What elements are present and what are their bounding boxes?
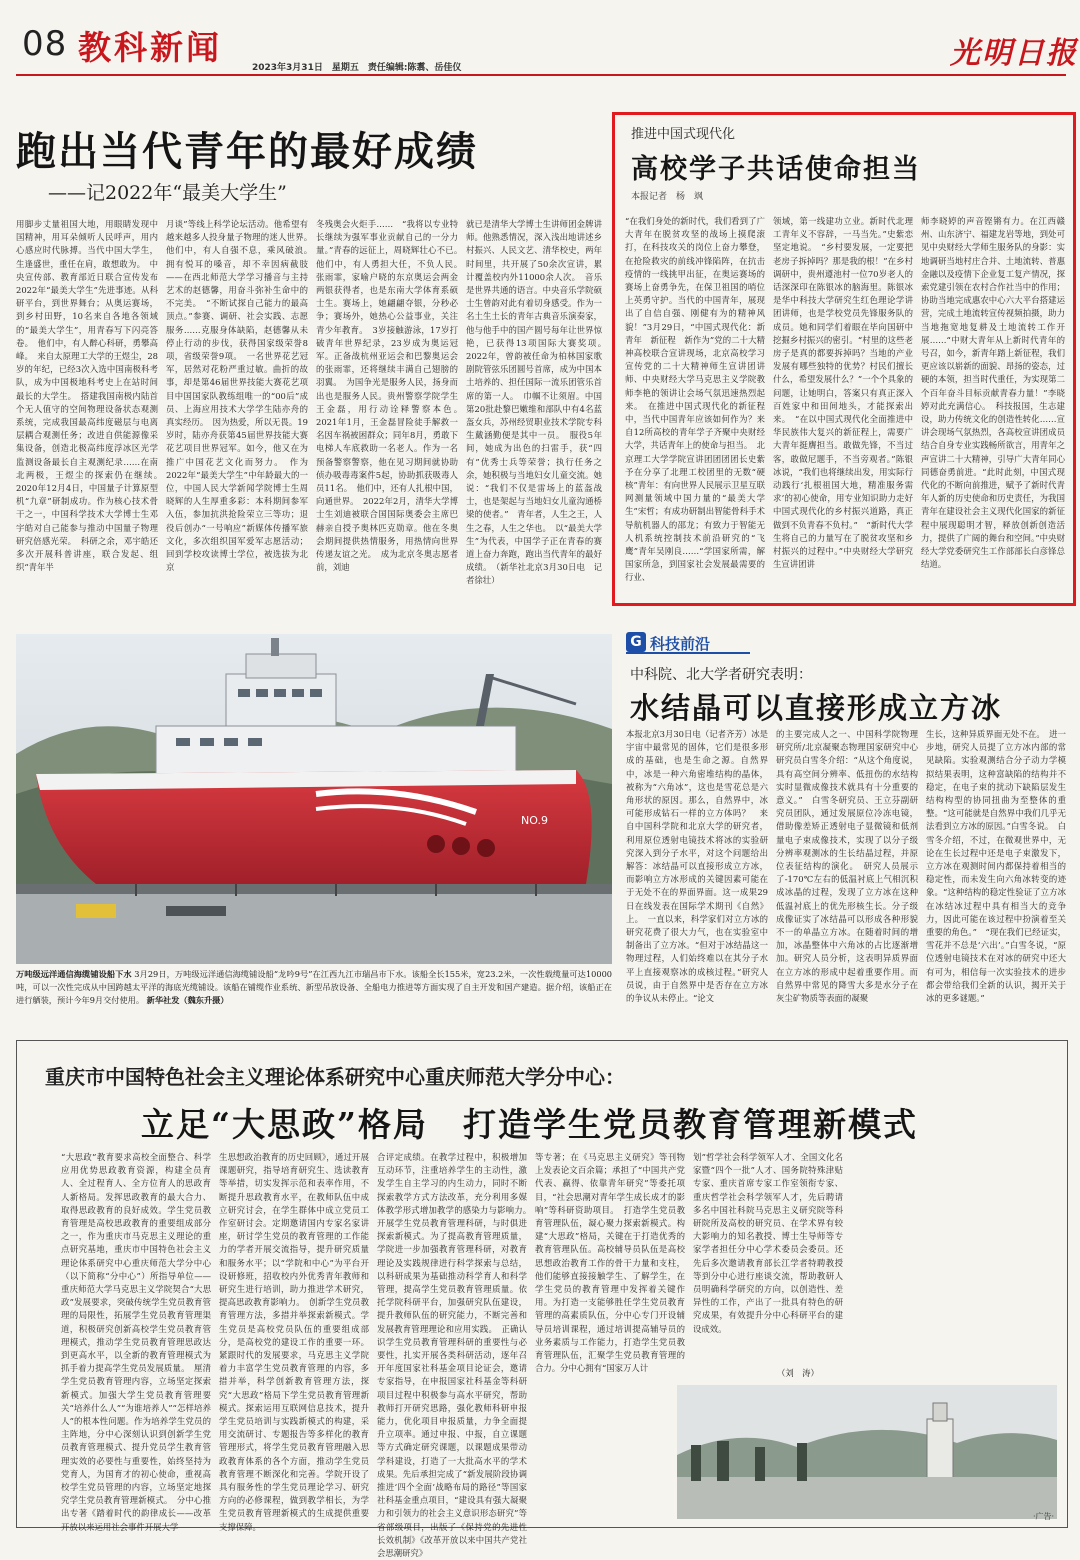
page-number: 08 — [22, 24, 68, 64]
featured-title: 高校学子共话使命担当 — [631, 154, 921, 185]
science-section-badge — [626, 632, 750, 654]
ship-illustration — [16, 634, 612, 964]
bottom-story — [16, 1040, 1068, 1559]
ship-caption-text: 3月29日，万吨级远洋通信海缆铺设船“龙吟9号”在江西九江市瑞昌市下水。该船全长155米，宽23.2米，一次性载缆量可达10000吨，可以一次性完成从中国跨越太平洋的海底光缆铺设。该船在铺缆作业系统、新型吊放设备、全船电力推进等方面实现了自主开发和国产建造。据介绍，该船正在进行舾装，预计今年9月交付使用。 — [16, 969, 612, 1005]
masthead-rule — [16, 74, 1066, 76]
bottom-column-2: 生思想政治教育的历史回顾》，通过开展课题研究，指导培育研究生、选读教育等举措，切实发挥示范和表率作用，不断提升思政教育水平，在教师队伍中成立研究讨会，在学生群体中成立党员工作室研讨会。定期邀请国内专家名家讲座，研讨学生党员的教育管理的工作能力的学者开展交流指导，提升研究质量和服务水平；以“学院和中心”为平台开设研修班，招收校内外优秀青年教师和研究生进行培训，助力推进学术研究，提高思政教育影响力。 创新学生党员教育管理方法，多措并举探索新模式。学生党员是高校党员队伍的重要组成部分，是高校党的建设工作的重要一环。紧跟时代的发展要求，马克思主义学院着力丰富学生党员教育管理的内容，多措并举，科学创新教育管理方法，探究“大思政”格局下学生党员教育管理新模式。探索运用互联网信息技术，提升学生党员培训与实践新模式的构建，采用交流研讨、专题报告等多样化的教育管理形式，将学生党员教育管理融入思政教育体系的各个方面，推动学生党员教育管理不断深化和完善。学院开设了具有服务性的学生党员理论学习、研究方向的必修课程，做到教学相长，为学生党员教育管理新模式的生成提供重要支撑保障。 — [219, 1152, 369, 1532]
bottom-column-1: “大思政”教育要求高校全面整合、科学应用优势思政教育资源，构建全员育人、全过程育人、全方位育人的思政育人新格局。发挥思政教育的最大合力、取得思政教育的良好成效。学生党员教育管理是高校思政教育的重要组成部分之一，作为重庆市马克思主义理论的重点研究基地，重庆市中国特色社会主义理论体系研究中心重庆师范大学分中心（以下简称“分中心”）所指导单位——重庆师范大学马克思主义学院契合“大思政”发展要求，突破传统学生党员教育管理的局限性，拓展学生党员教育管理渠道，积极研究创新高校学生党员教育管理模式，推动学生党员教育管理思政达到更高水平，以全新的教育管理模式为抓手着力提高学生党员发展质量。 厘清学生党员教育管理内容，立场坚定探索新模式。加强大学生党员教育管理要关“培养什么人”“为谁培养人”“怎样培养人”的根本性问题。作为培养学生党员的主阵地，分中心深刻认识到创新学生党员教育管理模式、提升党员学生教育管理实效的必要性与重要性，始终坚持为党育人，为国育才的初心使命，重视高校学生党员管理的内容，立场坚定地探究学生党员教育管理新模式。 分中心推出专著《踏着时代的韵律成长——改革开放以来运用社会事件开展大学 — [61, 1152, 211, 1532]
science-story — [620, 624, 1070, 1024]
science-column-2: 的主要完成人之一、中国科学院物理研究所/北京凝聚态物理国家研究中心研究员白雪冬介绍：“从这个角度说，具有高空间分辨率、低扭伤的水结构实时显微成像技术就具有十分重要的意义。” 白雪冬研究员、王立芬副研究员团队，通过发展原位冷冻电镜，借助像差矫正透射电子显微镜和低剂量电子束成像技术，实现了以分子级分辨率观测冰的生长结晶过程，并原位表征结构的演化。 研究人员展示了-170℃左右的低温衬底上气相沉积成冰晶的过程，发现了立方冰在这种低温衬底上的优先形核生长。分子级成像证实了冰结晶可以形成各种形貌不一的单晶立方冰。在随着时间的增加，冰晶整体中六角冰的占比逐渐增加。研究人员分析，这表明异质界面在立方冰的形成中起着重要作用。而自然界中常见的降雪大多是水分子在灰尘矿物质等表面的凝聚 — [776, 729, 918, 1004]
g-badge-icon: G — [626, 632, 646, 652]
lead-column-3: 冬残奥会火炬手…… “我将以专业特长继续为强军事业贡献自己的一分力量。”青春的远征上，周晓辉壮心不已。 他们中，有人勇担大任，不负人民。 张雨霏，家喻户晓的东京奥运会两金两银获得者，也是东南大学体育系硕士生。赛场上，她翩翩夺银，分秒必争；赛场外，她热心公益事业，关注青少年教育。 3岁接触游泳，17岁打破青年世界纪录，23岁成为奥运冠军。正备战杭州亚运会和巴黎奥运会的张雨霏，还将继续丰满自己翅膀的羽翼。 为国争光是服务人民，扬身而出也是服务人民。贵州警察学院学生王金磊，用行动诠释警察本色。 2021年1月，王金磊冒险徒手解救一名因车祸被困群众；同年8月，勇敢下电梯人车底救助一名老人。作为一名预备警察警察，他在见习期间就协助侦办吸毒毒案件5起，协助抓获吸毒人员11名。 他们中，还有人扎根中国，向通世界。 2022年2月，清华大学博士生刘迪被联合国国际奥委会主席巴赫亲自授予奥林匹克勋章。他在冬奥会期间提供热情服务，用热情向世界传递友谊之光。 成为北京冬奥志愿者前，刘迪 — [316, 219, 467, 573]
science-kicker: 中科院、北大学者研究表明： — [630, 667, 812, 683]
featured-column-1: “在我们身处的新时代，我们看到了广大青年在脱贫攻坚的战场上摸爬滚打，在科技攻关的岗位上奋力攀登，在抢险救灾的前线冲锋陷阵，在抗击疫情的一线挑甲出征，在奥运赛场的赛场上奋勇争先，在保卫祖国的哨位上英勇守护。当代的中国青年，展现出了自信自强、刚健有为的精神风貌！”3月29日，“中国式现代化：新青年 新征程 新作为”党的二十大精神高校联合宣讲现场，北京高校学习宣传党的二十大精神师生宣讲团讲师、中央财经大学马克思主义学院教师李艳的领讲让会场气氛迅速热烈起来。 在推进中国式现代化的新征程中，当代中国青年应该如何作为？来自12所高校的青年学子齐聚中央财经大学，共话青年上的使命与担当。 北京理工大学学院宣讲团团团团长史紫予在分享了北理工校团里的无数“硬核”青年：有向世界人民展示卫星互联网测量领域中国力量的“最美大学生”宋哲；有成功研制出智能骨科手术导航机器人的邵龙；有致力于智能无人机系统控制技术前沿研究的“飞鹰”青年吴刚良……“学国家所需，解国家所急，到国家社会发展最需要的行业、 — [625, 216, 765, 583]
science-section-label: 科技前沿 — [650, 635, 711, 653]
bottom-column-5: 划”哲学社会科学领军人才、全国文化名家暨“四个一批”人才、国务院特殊津贴专家、重庆首席专家工作室领衔专家、重庆哲学社会科学领军人才，先后聘请多名中国社科院马克思主义研究院等科研院所及高校的研究员、在学术界有较大影响力的知名教授、博士生导师等专家学者担任分中心学术委员会委员。还先后多次邀请教育部长江学者特聘教授等到分中心进行座谈交流，帮助教研人员明确科学研究的方向，以创造性、差异性的工作，产出了一批具有特色的研究成果，有效提升分中心科研平台的建设成效。 — [693, 1152, 843, 1334]
featured-kicker: 推进中国式现代化 — [631, 127, 736, 142]
lead-story — [0, 80, 610, 620]
dateline: 2023年3月31日 星期五 责任编辑:陈翥、岳佳仪 — [252, 63, 462, 73]
newspaper-logo: 光明日报 — [950, 36, 1078, 71]
ship-marking: NO.9 — [521, 814, 548, 827]
campus-photo — [677, 1385, 1057, 1519]
lead-column-1: 用脚步丈量祖国大地，用眼睛发现中国精神，用耳朵倾听人民呼声，用内心感应时代脉搏。当代中国大学生，生逢盛世，重任在肩，敢想敢为。 中央宣传部、教育部近日联合宣传发布2022年“最美大学生”先进事迹。从科研平台，到世界舞台；从奥运赛场，到乡村田野，10名来自各地各领域的“最美大学生”，用青春写下闪亮答卷。 他们中，有人醉心科研，勇攀高峰。 来自太原理工大学的王煜尘，28岁的年纪，已经3次入选中国南极科考队，成为中国极地科考史上在站时间最长的大学生。 搭建我国南极内陆首个无人值守的空间物理设备状态观测系统，完成我国最高纬度磁层与电离层耦合观测任务；改进自供能源像采集设备，创造北极高纬度浮冰区光学监测设备最长自主观测纪录……在南北两极，王煜尘的探索仍在继续。 2020年12月4日，中国量子计算原型机“九章”研制成功。作为核心技术骨干之一，中国科学技术大学博士生邓宇皓对自己能参与推动中国量子物理研究倍感光荣。 科研之余，邓宇皓还多次开展科普讲座，联合发起、组织“青年半 — [16, 219, 167, 573]
science-column-1: 本报北京3月30日电（记者齐芳）冰是宇宙中最常见的固体，它们是很多形成的基础，也是生命之源。自然界中，冰是一种六角密堆结构的晶体，被称为“六角冰”，这也是雪花总是六角形状的原因。那么，自然界中，冰可能形成钻石一样的立方体吗？ 来自中国科学院和北京大学的研究者，利用原位透射电镜技术将冰的实验研究深入到分子水平，对这个问题给出解答：冰结晶可以直接形成立方冰，而影响立方冰形成的关键因素可能在于无处不在的界面界面。这一成果29日在线发表在国际学术期刊《自然》上。 一直以来，科学家们对立方冰的研究花费了很大力气，也在实验室中制备出了立方冰。“但对于冰结晶这一物理过程，人们始终难以在其分子水平上直接观察冰的成核过程。”研究人员说，由于自然界中是否存在立方冰的争议从未停止。“论文 — [626, 729, 768, 1004]
lead-title: 跑出当代青年的最好成绩 — [16, 128, 478, 175]
featured-byline: 本报记者 杨 飒 — [631, 192, 704, 202]
lead-column-2: 月谈”等线上科学论坛活动。他希望有越来越多人投身量子物理的迷人世界。 他们中，有人自强不息，乘风破浪。 拥有悦耳的嗓音，却不幸因病截肢——在西北师范大学学习播音与主持艺术的赵德馨，用奋斗弥补生命中的不完美。 “不断试探自己能力的最高顶点。”参赛、调研、社会实践、志愿服务……克服身体缺陷，赵德馨从未停止行动的步伐，获得国家级荣誉8项，省级荣誉9项。 一名世界花艺冠军，居然对花粉严重过敏。曲折的故事，却是第46届世界技能大赛花艺项目中国国家队教练组唯一的“00后”成员、上海应用技术大学学生陆亦舟的真实经历。 因为热爱，所以无畏。19岁时，陆亦舟获第45届世界技能大赛花艺项目世界冠军。如今，他又在为推广中国花艺文化而努力。 作为2022年“最美大学生”中年龄最大的一位，中国人民大学新闻学院博士生周晓辉的人生厚重多彩：本科期间参军入伍，参加抗洪抢险荣立三等功；退役后创办“一号响应”新媒体传播军旅文化，多次组织国军爱军志愿活动；回到学校攻读博士学位，被选拔为北京 — [166, 219, 317, 573]
bottom-title: 立足“大思政”格局 打造学生党员教育管理新模式 — [141, 1105, 918, 1144]
science-title: 水结晶可以直接形成立方冰 — [630, 691, 1003, 725]
bottom-author: （刘 涛） — [777, 1368, 819, 1378]
ship-caption-title: 万吨级远洋通信海缆铺设船下水 — [16, 969, 132, 979]
bottom-column-3: 合评定成绩。在教学过程中，积极增加互动环节，注重培养学生的主动性，激发学生自主学习的内生动力，同时不断探索教学方式方法改革，充分利用多媒体教学形式增加教学的感染力与影响力。 开展学生党员教育管理科研，与时俱进探索新模式。为了提高教育管理质量，学院进一步加强教育管理科研，对教育理论及实践规律进行科学探索与总结，以科研成果为基础推动科学育人和科学管理，提高学生党员教育管理质量。依托学院科研平台，加强研究队伍建设，提升教师队伍的研究能力，不断完善和发展教育管理理论和应用实践。 正确认识学生党员教育管理科研的重要性与必要性，扎实开展各类科研活动，逐年召开年度国家社科基金项目论证会，邀请专家指导，在申报国家社科基金等科研项目过程中积极参与高水平研究，帮助教师打开研究思路，强化教师科研申报能力，优化项目申报质量，力争全面提升立项率。通过申报、中报，自立课题等方式确定研究课题，以课题成果带动学科建设，打造了一大批高水平的学术成果。先后承担完成了“新发展阶段协调推进‘四个全面’战略布局的路径”等国家社科基金重点项目，“建设具有强大凝聚力和引领力的社会主义意识形态研究”等省部级项目，出版了《保持党的先进性长效机制》《改革开放以来中国共产党社会思潮研究》 — [377, 1152, 536, 1559]
bottom-org: 重庆市中国特色社会主义理论体系研究中心重庆师范大学分中心： — [45, 1065, 625, 1089]
lead-subtitle: ——记2022年“最美大学生” — [48, 182, 287, 204]
featured-column-3: 师李晓婷的声音铿锵有力。在江西赣州、山东济宁、福建龙岩等地，到处可见中央财经大学师生服务队的身影：实地调研当地村庄合并、土地流转、普惠金融以及疫情下企业复工复产情况，探索党建引领在农村合作社当中的作用；协助当地完成惠农中心六大平台搭建运营，完成土地流转宣传视频拍摄，助力当地拖宽地复耕及土地流转工作开展……“中财大青年从上新时代青年的号召，如今，新青年踏上新征程，我们更应该以崭新的面貌、昂扬的姿态，过硬的本领，担当时代重任，为实现第二个百年奋斗目标贡献青春力量！”李晓婷对此充满信心。 科技报国，生志建设，助力传统文化的创造性转化……宣讲会现场气氛热烈，各高校宣讲团成员结合自身专业实践畅所欲言，用青年之声宣讲二十大精神，引导广大青年同心同德奋勇前进。“此时此刻，中国式现代化的不断向前推进，赋予了新时代青年人新的历史使命和历史责任，为我国青年在建设社会主义现代化国家的新征程中展现聪明才智，释放创新创造活力，提供了广阔的舞台和空间。”中央财经大学党委研究生工作部部长白彦锋总结道。 — [921, 216, 1065, 570]
featured-column-2: 领域，第一线建功立业。新时代北理工青年义不容辞，一马当先。”史紫恋坚定地说。 “乡村要发展，一定要把老房子拆掉吗？那是我的根！”在乡村调研中，贵州遵池村一位70岁老人的话深深印在陈银冰的脑海里。陈银冰是华中科技大学研究生红色理论学讲团讲师，也是学校党员先锋服务队的成员。她和同学们着眼在毕向国研中挖掘乡村振兴的密引。“村里的这些老房子是真的都要拆掉吗？当地的产业发展有哪些独特的优势？村民们擅长什么，希望发展什么？”一个个具象的问题，让她明白，答案只有真正深入百姓家中和田间地头，才能探索出来。 “在以中国式现代化全面推进中华民族伟大复兴的新征程上，需要广大青年挺膺担当。敢做先锋，不当过客，敢做尼题手，不当旁观者。”陈银冰说，“我们也将继续出发，用实际行动践行‘扎根祖国大地，精准服务需求’的初心使命，用专业知识助力走好中国式现代化的乡村振兴道路，真正做到不负青春不负村。” “新时代大学生将自己的力量写在了脱贫攻坚和乡村振兴的过程中。”中央财经大学研究生宣讲团讲 — [773, 216, 913, 570]
ship-caption — [16, 968, 612, 1007]
ad-label: ·广告· — [1033, 1512, 1055, 1521]
section-title: 教科新闻 — [78, 28, 222, 67]
science-column-3: 生长，这种异质界面无处不在。 进一步地，研究人员提了立方冰内部的常见缺陷。实验观测结合分子动力学模拟结果表明，这种富缺陷的结构并不稳定，在电子束的扰动下缺陷层发生结构构型的协同扭曲为至整体的重整。“这可能就是自然界中我们几乎无法看到立方冰的原因。”白雪冬说。 白雪冬介绍，不过，在微观世界中，无论在生长过程中还是电子束激发下，立方冰在观测时间内都保持着相当的稳定性，而未发生向六角冰转变的迹象。“这种结构的稳定性验证了立方冰在冰结冰过程中具有相当大的竞争力，因此可能在该过程中扮演着至关重要的角色。” “现在我们已经证实，雪花并不总是‘六出’。”白雪冬说，“原位透射电镜技术在对冰的研究中还大有可为，相信每一次实验技术的进步都会带给我们全新的认识，揭开关于冰的更多谜题。” — [926, 729, 1066, 1004]
masthead — [0, 0, 1080, 80]
bottom-column-4: 等专著；在《马克思主义研究》等刊物上发表论文百余篇；承担了“中国共产党代表、赢得、依靠青年研究”等委托项目，“社会思潮对青年学生成长成才的影响”等科研资助项目。 打造学生党员教育管理队伍，凝心聚力探索新模式。构建“大思政”格局，关键在于打造优秀的教育管理队伍。高校辅导员队伍是高校思想政治教育工作的骨干力量和支柱，他们能够直接接触学生、了解学生，在学生党员的教育管理中发挥着关键作用。为打造一支能够胜任学生党员教育管理的高素质队伍，分中心专门开设辅导员培训课程，通过培训提高辅导员的业务素质与工作能力，打造学生党员教育管理队伍，汇聚学生党员教育管理的合力。分中心拥有“国家万人计 — [535, 1152, 685, 1374]
lead-column-4: 就已是清华大学博士生讲师团金牌讲师。他熟悉情况，深入浅出地讲述乡村振兴、人民文艺、清华校史，两年时间里，共开展了50余次宣讲，累计覆盖校内外11000余人次。 音乐是世界共通的语言。中央音乐学院硕士生曾韵对此有着切身感受。作为一名土生土长的青年古典音乐演奏家，他与他手中的国产圆号每年让世界惊艳，已获得13项国际大赛奖项。 2022年，曾韵被任命为柏林国家歌剧院管弦乐团圆号首席，成为中国本土培养的、担任国际一流乐团管乐首席的第一人。 巾帼不让须眉。中国第20批赴黎巴嫩维和部队中有4名蓝盔女兵，苏州经贸职业技术学院专科生戴涵勤便是其中一员。 服役5年间，她成为出色的扫雷手，获“四有”优秀士兵等荣誉；执行任务之余，她积极与当地妇女儿童交流。她说：“我们不仅是雷场上的蓝盔战士，也是架起与当地妇女儿童沟通桥梁的使者。” 青年者，人生之王，人生之春，人生之华也。 以“最美大学生”为代表，中国学子正在青春的赛道上奋力奔跑，跑出当代青年的最好成绩。 （新华社北京3月30日电 记者徐壮） — [466, 219, 611, 586]
featured-story — [612, 112, 1076, 606]
ship-caption-credit: 新华社发（魏东升摄） — [146, 995, 229, 1005]
ship-photo — [16, 634, 612, 964]
